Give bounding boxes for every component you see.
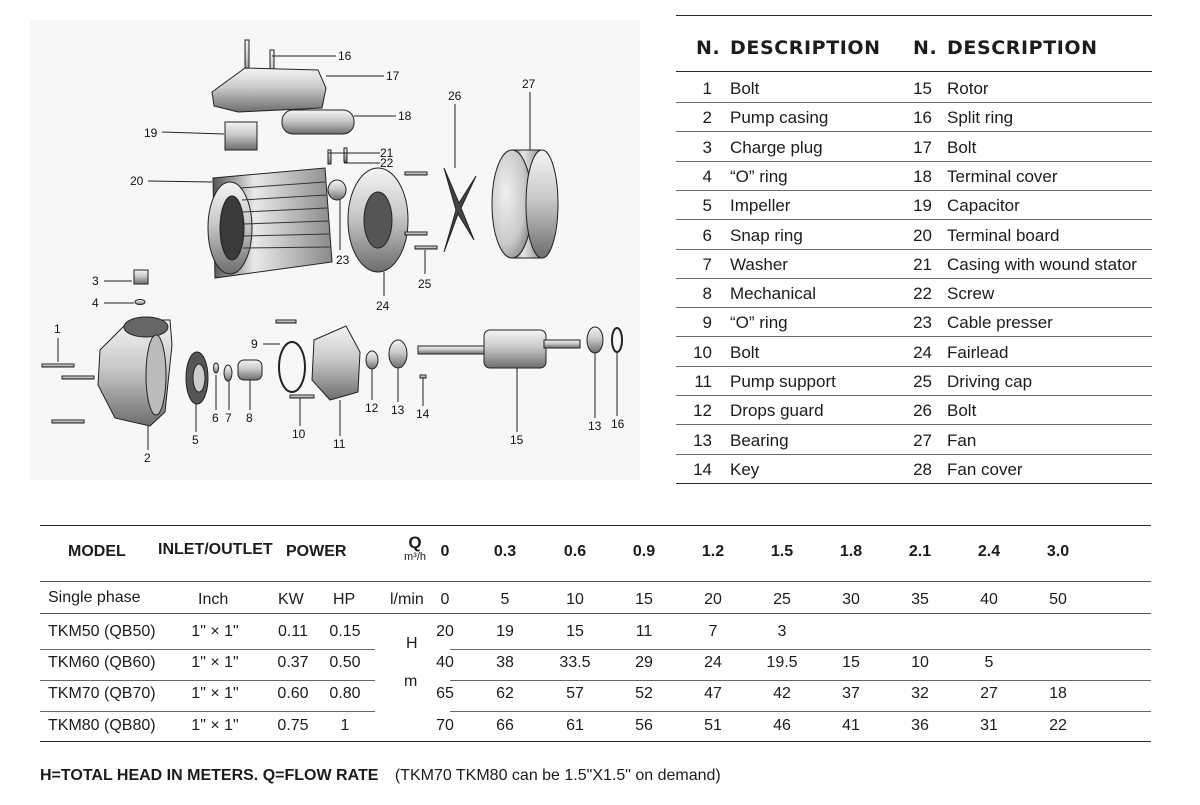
model-head-value: 18 xyxy=(1049,685,1067,702)
part-description: Bolt xyxy=(730,342,760,362)
model-hp: 1 xyxy=(340,717,350,734)
parts-row xyxy=(676,454,1152,483)
flow-header: 2.4 xyxy=(977,543,1001,560)
flow-lmin: 35 xyxy=(911,591,929,608)
part-number: 10 xyxy=(693,342,712,362)
parts-header-desc1: DESCRIPTION xyxy=(730,37,881,59)
part-description: Driving cap xyxy=(947,372,1033,391)
part-description: Bearing xyxy=(730,430,789,450)
part-description: Drops guard xyxy=(730,401,824,421)
pump-inlet xyxy=(124,317,168,337)
diagram-label-26: 25 xyxy=(418,277,432,291)
col-power: POWER xyxy=(286,543,347,560)
model-head-value: 19.5 xyxy=(766,654,798,671)
diagram-label-18: 17 xyxy=(386,69,400,83)
model-head-value: 41 xyxy=(842,717,860,734)
model-head-value: 7 xyxy=(708,623,718,640)
part-number: 25 xyxy=(913,372,932,391)
part-number: 2 xyxy=(702,108,712,128)
flow-header: 2.1 xyxy=(908,543,932,560)
part-number: 9 xyxy=(702,313,712,333)
parts-header-rule xyxy=(676,71,1152,72)
part-description: Fan cover xyxy=(947,459,1023,479)
part-number: 24 xyxy=(913,342,932,362)
model-head-value: 15 xyxy=(566,623,584,640)
flow-lmin: 30 xyxy=(842,591,860,608)
model-head-value: 57 xyxy=(566,685,584,702)
part-description: Fairlead xyxy=(947,342,1009,362)
bearing-13b xyxy=(587,327,603,353)
flow-header: 1.5 xyxy=(770,543,794,560)
model-head-value: 20 xyxy=(436,623,454,640)
part-number: 20 xyxy=(913,225,932,245)
model-head-value: 22 xyxy=(1049,717,1067,734)
model-head-value: 56 xyxy=(635,717,653,734)
parts-row xyxy=(676,307,1152,336)
part-description: Bolt xyxy=(947,137,977,157)
part-description: Fan xyxy=(947,430,977,450)
parts-row xyxy=(676,73,1152,102)
model-head-value: 66 xyxy=(496,717,514,734)
bearing-13a xyxy=(389,340,407,368)
performance-table xyxy=(40,525,1151,745)
drops-guard xyxy=(366,351,378,369)
diagram-label-1: 1 xyxy=(54,322,61,336)
flow-lmin: 40 xyxy=(980,591,998,608)
footer-note xyxy=(40,767,721,785)
model-head-value: 46 xyxy=(773,717,791,734)
unit-kw: KW xyxy=(278,591,304,608)
diagram-label-5: 5 xyxy=(192,433,199,447)
flow-header: 1.2 xyxy=(701,543,725,560)
bolt-26b xyxy=(405,232,427,235)
part-description: Terminal board xyxy=(947,225,1060,245)
flow-lmin: 25 xyxy=(773,591,791,608)
part-description: Impeller xyxy=(730,196,791,216)
model-head-value: 65 xyxy=(436,685,454,702)
model-head-value: 10 xyxy=(911,654,929,671)
parts-header-desc2: DESCRIPTION xyxy=(947,37,1098,59)
model-head-value: 24 xyxy=(704,654,722,671)
col-model: MODEL xyxy=(68,543,126,560)
charge-plug xyxy=(134,270,148,284)
parts-row xyxy=(676,161,1152,190)
snap-ring xyxy=(214,363,219,373)
part-number: 21 xyxy=(913,254,932,274)
part-description: Casing with wound stator xyxy=(947,254,1137,274)
part-number: 15 xyxy=(913,79,932,98)
parts-row xyxy=(676,366,1152,395)
col-inlet: INLET/OUTLET xyxy=(158,541,273,558)
part-description: Capacitor xyxy=(947,196,1020,216)
part-description: Screw xyxy=(947,284,995,304)
h-label: H xyxy=(406,635,418,652)
parts-row xyxy=(676,102,1152,131)
model-hp: 0.15 xyxy=(329,623,361,640)
part-number: 11 xyxy=(694,372,712,391)
terminal-board xyxy=(225,122,257,150)
diagram-label-28: 27 xyxy=(522,77,536,91)
model-hp: 0.80 xyxy=(329,685,361,702)
diagram-label-8: 8 xyxy=(246,411,253,425)
bolt-1c xyxy=(52,420,84,423)
model-inlet: 1" × 1" xyxy=(191,623,239,640)
o-ring-4 xyxy=(135,300,145,305)
model-head-value: 32 xyxy=(911,685,929,702)
diagram-label-2: 2 xyxy=(144,451,151,465)
diagram-label-17: 16 xyxy=(338,49,352,63)
exploded-view-diagram xyxy=(30,20,640,480)
footer-legend: H=TOTAL HEAD IN METERS. Q=FLOW RATE xyxy=(40,767,379,784)
part-number: 26 xyxy=(913,401,932,421)
part-description: Pump casing xyxy=(730,108,829,128)
model-head-value: 15 xyxy=(842,654,860,671)
flow-lmin: 15 xyxy=(635,591,653,608)
parts-row xyxy=(676,278,1152,307)
q-unit: m³/h xyxy=(404,551,426,563)
bolt-10 xyxy=(290,395,314,398)
model-head-value: 51 xyxy=(704,717,722,734)
screw-22b xyxy=(344,148,347,162)
diagram-label-21: 20 xyxy=(130,174,144,188)
diagram-label-12: 12 xyxy=(365,401,379,415)
part-number: 27 xyxy=(913,430,932,450)
part-description: Terminal cover xyxy=(947,166,1058,186)
unit-inch: Inch xyxy=(198,591,229,608)
parts-row xyxy=(676,337,1152,366)
rotor-shaft-rear xyxy=(544,340,580,348)
part-description: Key xyxy=(730,459,760,479)
model-head-value: 40 xyxy=(436,654,454,671)
parts-row xyxy=(676,190,1152,219)
diagram-label-13a: 13 xyxy=(391,403,405,417)
part-number: 1 xyxy=(702,79,712,98)
single-phase-label: Single phase xyxy=(48,589,141,606)
part-description: Snap ring xyxy=(730,225,803,245)
part-number: 12 xyxy=(693,401,712,421)
unit-lmin: l/min xyxy=(390,591,424,608)
model-head-value: 27 xyxy=(980,685,998,702)
model-head-value: 33.5 xyxy=(559,654,591,671)
washer xyxy=(224,365,232,381)
capacitor xyxy=(282,110,354,134)
parts-row xyxy=(676,220,1152,249)
part-number: 19 xyxy=(913,196,932,216)
flow-lmin: 20 xyxy=(704,591,722,608)
diagram-label-16: 16 xyxy=(611,417,625,431)
flow-lmin: 5 xyxy=(500,591,510,608)
rotor-shaft xyxy=(418,346,488,354)
model-head-value: 47 xyxy=(704,685,722,702)
model-head-value: 19 xyxy=(496,623,514,640)
fairlead xyxy=(328,180,346,200)
model-head-value: 5 xyxy=(984,654,994,671)
model-name: TKM60 (QB60) xyxy=(48,654,156,671)
part-number: 8 xyxy=(702,284,712,304)
model-head-value: 31 xyxy=(980,717,998,734)
part-number: 23 xyxy=(913,313,932,333)
diagram-label-11: 11 xyxy=(333,437,346,451)
part-number: 5 xyxy=(702,196,712,216)
diagram-label-25: 24 xyxy=(376,299,390,313)
part-number: 14 xyxy=(693,459,712,479)
bolt-1a xyxy=(42,364,74,367)
model-name: TKM70 (QB70) xyxy=(48,685,156,702)
key xyxy=(420,375,426,378)
part-description: Pump support xyxy=(730,372,836,391)
diagram-label-24: 23 xyxy=(336,253,350,267)
part-number: 7 xyxy=(702,254,712,274)
model-head-value: 62 xyxy=(496,685,514,702)
part-number: 28 xyxy=(913,459,932,479)
flow-header: 3.0 xyxy=(1046,543,1070,560)
flow-lmin: 10 xyxy=(566,591,584,608)
rotor xyxy=(484,330,546,368)
diagram-label-27: 26 xyxy=(448,89,462,103)
m-label: m xyxy=(404,673,418,690)
part-number: 6 xyxy=(702,225,712,245)
diagram-label-19: 18 xyxy=(398,109,412,123)
bolt-26c xyxy=(415,246,437,249)
part-number: 13 xyxy=(693,430,712,450)
diagram-label-15: 15 xyxy=(510,433,524,447)
parts-row xyxy=(676,425,1152,454)
model-name: TKM80 (QB80) xyxy=(48,717,156,734)
bolt-26a xyxy=(405,172,427,175)
diagram-label-3: 3 xyxy=(92,274,99,288)
model-kw: 0.11 xyxy=(278,623,308,640)
part-number: 22 xyxy=(913,284,932,304)
model-kw: 0.60 xyxy=(277,685,309,702)
diagram-label-22: 21 xyxy=(380,146,394,160)
model-head-value: 42 xyxy=(773,685,791,702)
diagram-label-10: 10 xyxy=(292,427,306,441)
diagram-label-14: 14 xyxy=(416,407,430,421)
flow-header: 0.3 xyxy=(493,543,517,560)
part-description: Mechanical xyxy=(730,284,816,304)
q-symbol: Q xyxy=(408,533,422,552)
model-head-value: 29 xyxy=(635,654,653,671)
model-inlet: 1" × 1" xyxy=(191,717,239,734)
part-number: 4 xyxy=(702,166,712,186)
part-number: 18 xyxy=(913,166,932,186)
flow-lmin: 0 xyxy=(440,591,450,608)
screw-22 xyxy=(328,150,331,164)
part-description: Bolt xyxy=(730,79,760,98)
model-head-value: 61 xyxy=(566,717,584,734)
part-description: “O” ring xyxy=(730,166,788,186)
diagram-label-13b: 13 xyxy=(588,419,602,433)
parts-row xyxy=(676,132,1152,161)
part-description: “O” ring xyxy=(730,313,788,333)
part-description: Washer xyxy=(730,254,788,274)
diagram-label-4: 4 xyxy=(92,296,99,310)
model-head-value: 70 xyxy=(436,717,454,734)
stator-bore xyxy=(220,196,244,260)
model-hp: 0.50 xyxy=(329,654,361,671)
part-description: Bolt xyxy=(947,401,977,421)
flow-header: 0.9 xyxy=(632,543,656,560)
flow-header: 1.8 xyxy=(839,543,863,560)
model-inlet: 1" × 1" xyxy=(191,685,239,702)
part-description: Split ring xyxy=(947,108,1014,128)
mechanical-seal xyxy=(238,360,262,380)
diagram-label-6: 6 xyxy=(212,411,219,425)
flow-lmin: 50 xyxy=(1049,591,1067,608)
parts-row xyxy=(676,249,1152,278)
parts-top-rule xyxy=(676,15,1152,16)
model-head-value: 3 xyxy=(777,623,787,640)
parts-row xyxy=(676,395,1152,424)
part-description: Charge plug xyxy=(730,137,823,157)
model-head-value: 38 xyxy=(496,654,514,671)
bolt-10b xyxy=(276,320,296,323)
model-inlet: 1" × 1" xyxy=(191,654,239,671)
parts-header-n1: N. xyxy=(696,37,721,59)
diagram-label-9: 9 xyxy=(251,337,258,351)
flow-header: 0.6 xyxy=(563,543,587,560)
model-head-value: 11 xyxy=(635,623,653,640)
parts-header-n2: N. xyxy=(913,37,938,59)
model-kw: 0.37 xyxy=(277,654,309,671)
part-number: 17 xyxy=(913,137,932,157)
model-kw: 0.75 xyxy=(277,717,309,734)
unit-hp: HP xyxy=(333,591,356,608)
model-head-value: 52 xyxy=(635,685,653,702)
driving-cap-hub xyxy=(364,192,392,248)
part-description: Rotor xyxy=(947,79,989,98)
diagram-label-7: 7 xyxy=(225,411,232,425)
model-head-value: 37 xyxy=(842,685,860,702)
model-head-value: 36 xyxy=(911,717,929,734)
diagram-label-20: 19 xyxy=(144,126,158,140)
part-number: 3 xyxy=(702,137,712,157)
diagram-label-23: 22 xyxy=(380,156,394,170)
flow-header: 0 xyxy=(440,543,450,560)
part-description: Cable presser xyxy=(947,313,1053,333)
footer-demand-note: (TKM70 TKM80 can be 1.5"X1.5" on demand) xyxy=(394,767,721,784)
bolt-1b xyxy=(62,376,94,379)
model-name: TKM50 (QB50) xyxy=(48,623,156,640)
part-number: 16 xyxy=(913,108,932,128)
